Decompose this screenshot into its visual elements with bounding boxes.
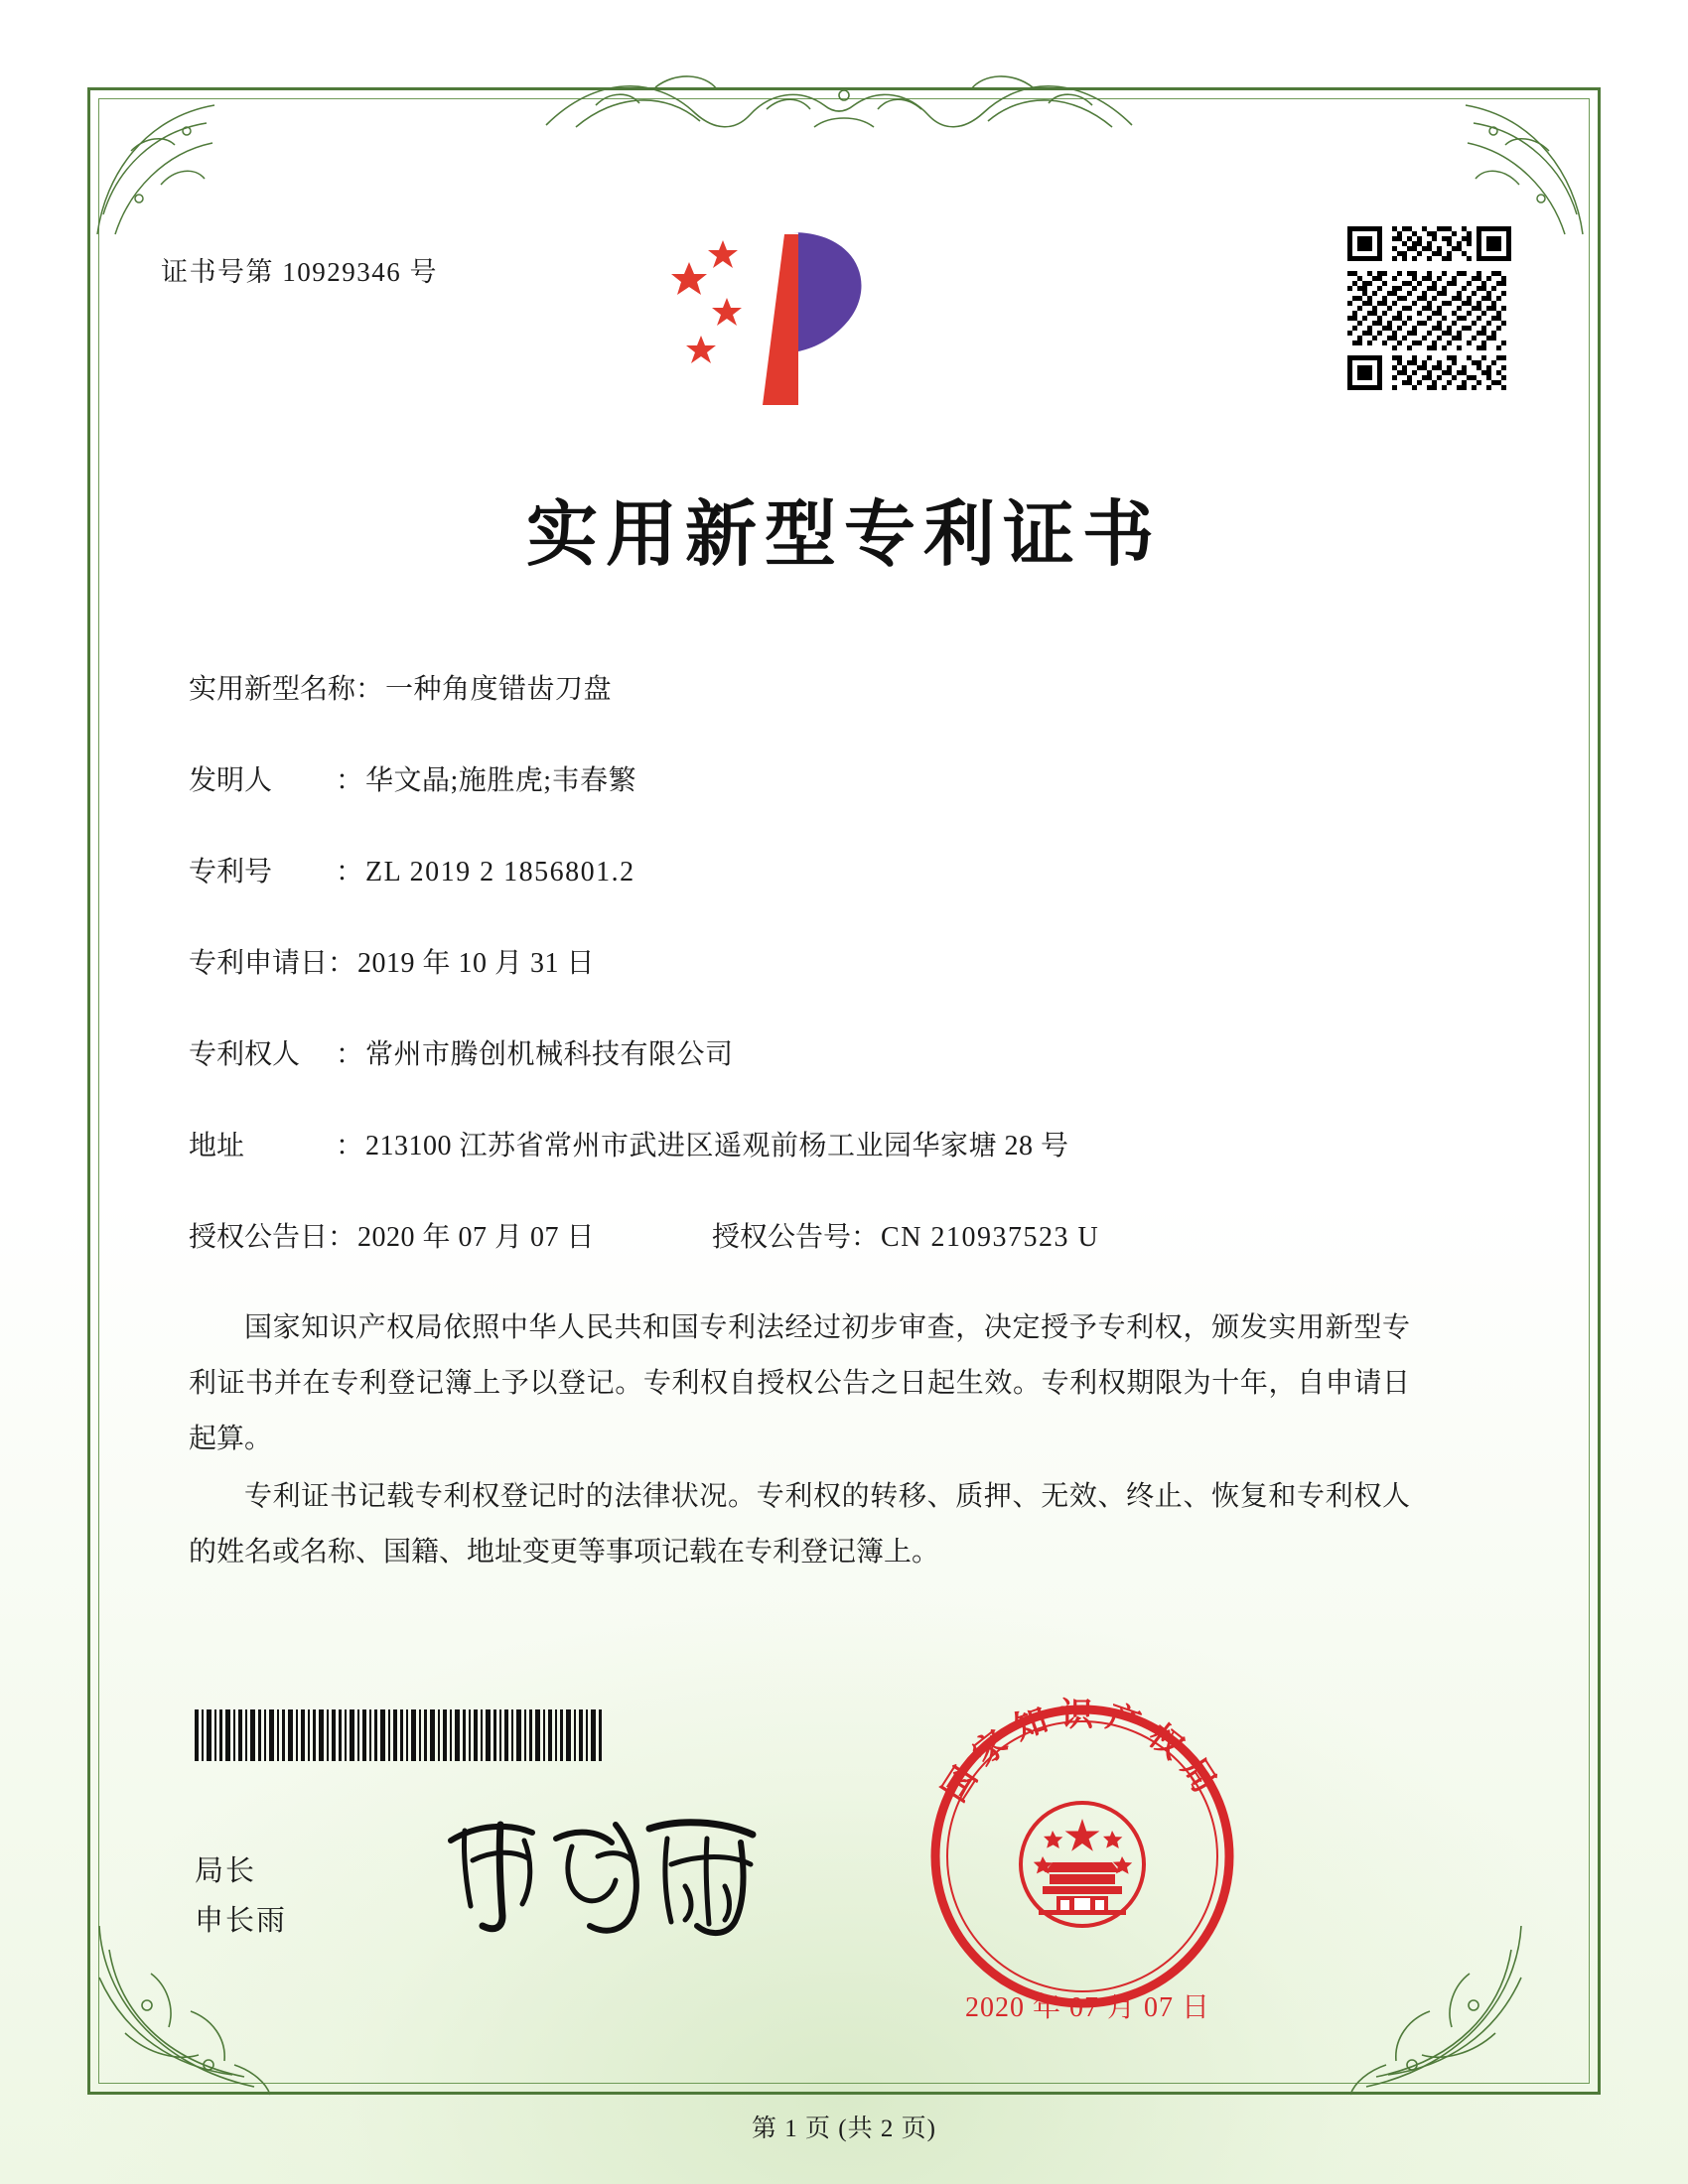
field-value: ZL 2019 2 1856801.2 <box>365 857 635 887</box>
field-label: 专利号 <box>189 857 273 887</box>
field-label: 专利权人 <box>189 1039 301 1070</box>
field-label: 专利申请日： <box>189 948 356 979</box>
legal-paragraph-2: 专利证书记载专利权登记时的法律状况。专利权的转移、质押、无效、终止、恢复和专利权人的姓名或名称、国籍、地址变更等事项记载在专利登记簿上。 <box>189 1481 1410 1568</box>
svg-text:国家知识产权局 <box>934 1695 1230 1809</box>
ornament-bottom-right <box>1297 1916 1525 2100</box>
barcode-icon <box>195 1709 602 1761</box>
handwritten-signature-icon <box>437 1795 794 1944</box>
legal-text <box>189 1300 1410 1582</box>
field-label: 实用新型名称： <box>189 674 384 705</box>
certificate-number: 证书号第 10929346 号 <box>161 257 438 287</box>
field-patentee <box>189 1032 1479 1072</box>
field-label-colon: ： <box>336 857 364 887</box>
field-label: 地址 <box>189 1131 245 1161</box>
grant-number-label: 授权公告号： <box>712 1222 880 1253</box>
ornament-top-left <box>95 95 284 244</box>
seal-arc-text: 国家知识产权局 <box>933 1695 1231 1809</box>
seal-date: 2020 年 07 月 07 日 <box>965 1992 1211 2023</box>
ornament-top <box>536 66 1152 145</box>
field-application-date <box>189 941 1479 981</box>
field-address <box>189 1124 1479 1163</box>
grant-date-value: 2020 年 07 月 07 日 <box>357 1222 596 1253</box>
field-patent-number <box>189 850 1479 889</box>
field-label-colon: ： <box>336 1131 364 1161</box>
field-value: 常州市腾创机械科技有限公司 <box>365 1039 734 1070</box>
field-value: 213100 江苏省常州市武进区遥观前杨工业园华家塘 28 号 <box>365 1131 1069 1161</box>
director-block <box>195 1846 287 1946</box>
field-inventors <box>189 758 1479 798</box>
field-value: 2019 年 10 月 31 日 <box>357 948 596 979</box>
field-list <box>189 667 1479 1302</box>
field-value: 一种角度错齿刀盘 <box>385 674 613 705</box>
field-value: 华文晶;施胜虎;韦春繁 <box>365 765 637 796</box>
field-label-colon: ： <box>336 765 364 796</box>
grant-date-label: 授权公告日： <box>189 1222 356 1253</box>
page-footer: 第 1 页 (共 2 页) <box>752 2116 936 2142</box>
director-name: 申长雨 <box>195 1905 288 1937</box>
ornament-top-right <box>1396 95 1585 244</box>
qr-code-icon <box>1347 226 1511 390</box>
official-seal <box>914 1688 1251 2025</box>
director-title: 局长 <box>195 1855 257 1887</box>
field-label-colon: ： <box>336 1039 364 1070</box>
field-label: 发明人 <box>189 765 273 796</box>
grant-number-value: CN 210937523 U <box>881 1222 1100 1253</box>
page-title: 实用新型专利证书 <box>525 491 1162 576</box>
cnipa-logo-icon <box>667 226 925 420</box>
field-utility-model-name <box>189 667 1479 707</box>
field-grant-row <box>189 1215 1479 1255</box>
legal-paragraph-1: 国家知识产权局依照中华人民共和国专利法经过初步审查，决定授予专利权，颁发实用新型专利证书并在专利登记簿上予以登记。专利权自授权公告之日起生效。专利权期限为十年，自申请日起算。 <box>189 1312 1410 1454</box>
